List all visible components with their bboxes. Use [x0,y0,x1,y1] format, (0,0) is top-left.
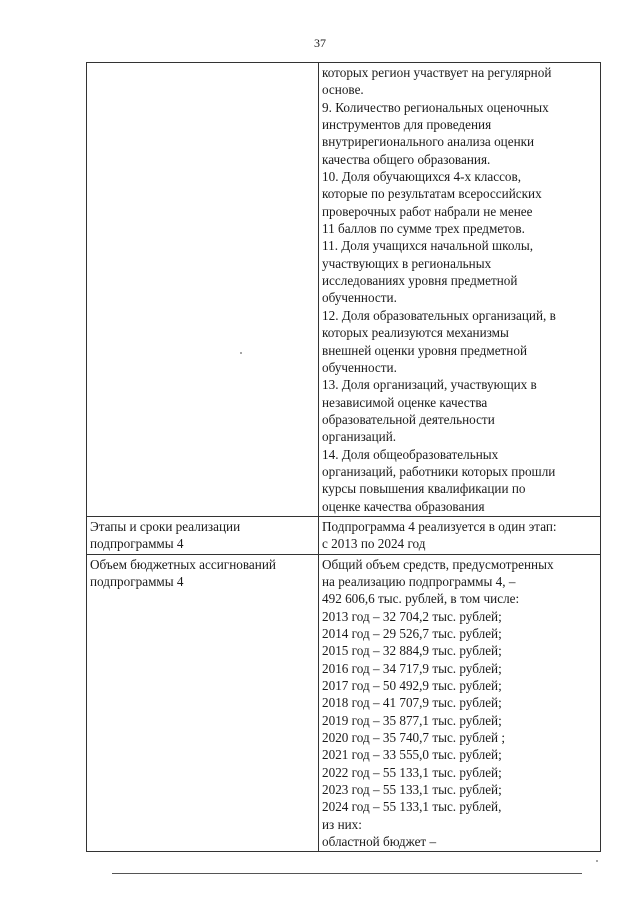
cell-text-line: 2014 год – 29 526,7 тыс. рублей; [322,626,502,641]
cell-text-line: участвующих в региональных [322,255,492,271]
cell-text-line: 2017 год – 50 492,9 тыс. рублей; [322,678,502,694]
cell-text-line: Объем бюджетных ассигнований [90,556,276,572]
cell-text-line: внутрирегионального анализа оценки [322,134,535,150]
row-value-cell [319,516,601,554]
cell-text-line: 2013 год – 32 704,2 тыс. рублей; [322,608,502,624]
cell-text-line: 2019 год – 35 877,1 тыс. рублей; [322,712,502,728]
cell-text-line: 2021 год – 33 555,0 тыс. рублей; [322,747,502,763]
row-label-cell [87,63,319,517]
row-value-cell [319,554,601,852]
cell-text-line: внешней оценки уровня предметной [322,342,528,358]
cell-text-line: 2022 год – 55 133,1 тыс. рублей; [322,764,502,780]
cell-text-line: 2020 год – 35 740,7 тыс. рублей ; [322,730,506,746]
cell-text-line: с 2013 по 2024 год [322,536,426,552]
cell-text-line: 12. Доля образовательных организаций, в [322,307,556,323]
cell-text-line: Этапы и сроки реализации [90,518,241,534]
cell-text-line: из них: [322,816,362,832]
cell-text-line: подпрограммы 4 [90,536,184,552]
passport-table [86,62,601,852]
cell-text-line: 13. Доля организаций, участвующих в [322,377,537,393]
cell-text-line: 11 баллов по сумме трех предметов. [322,221,525,237]
cell-text-line: независимой оценке качества [322,394,488,410]
row-label-cell [87,554,319,852]
cell-text-line: инструментов для проведения [322,117,492,133]
cell-text-line: Подпрограмма 4 реализуется в один этап: [322,518,557,534]
cell-text-line: курсы повышения квалификации по [322,481,526,497]
cell-text-line: которые по результатам всероссийских [322,186,542,202]
cell-text-line: образовательной деятельности [322,411,495,427]
cell-text-line: проверочных работ набрали не менее [322,203,533,219]
cell-text-line: 2015 год – 32 884,9 тыс. рублей; [322,643,502,659]
cell-text-line: 11. Доля учащихся начальной школы, [322,238,534,254]
cell-text-line: оценке качества образования [322,498,485,514]
scan-speck [240,352,242,354]
cell-text-line: подпрограммы 4 [90,573,184,589]
page-number: 37 [314,36,326,50]
cell-text-line: организаций. [322,429,397,445]
cell-text-line: 9. Количество региональных оценочных [322,99,549,115]
cell-text-line: основе. [322,82,364,98]
cell-text-line: Общий объем средств, предусмотренных [322,556,554,572]
cell-text-line: организаций, работники которых прошли [322,463,556,479]
row-label-cell [87,516,319,554]
cell-text-line: качества общего образования. [322,151,491,167]
cell-text-line: исследованиях уровня предметной [322,273,518,289]
cell-text-line: обученности. [322,359,397,375]
row-value-cell [319,63,601,517]
cell-text-line: обученности. [322,290,397,306]
cell-text-line: на реализацию подпрограммы 4, – [322,573,516,589]
cell-text-line: 2016 год – 34 717,9 тыс. рублей; [322,660,502,676]
cell-text-line: 2023 год – 55 133,1 тыс. рублей; [322,782,502,798]
table-row-stages [87,516,601,554]
cell-text-line: которых регион участвует на регулярной [322,65,552,80]
cell-text-line: 10. Доля обучающихся 4-х классов, [322,169,522,185]
scan-speck [596,860,598,862]
cell-text-line: 2024 год – 55 133,1 тыс. рублей, [322,799,502,815]
page-bottom-rule [112,873,582,874]
cell-text-line: 492 606,6 тыс. рублей, в том числе: [322,591,520,607]
cell-text-line: 2018 год – 41 707,9 тыс. рублей; [322,695,502,711]
cell-text-line: областной бюджет – [322,834,437,850]
table-row-indicators [87,63,601,517]
cell-text-line: которых реализуются механизмы [322,325,509,341]
cell-text-line: 14. Доля общеобразовательных [322,446,499,462]
table-row-budget [87,554,601,852]
